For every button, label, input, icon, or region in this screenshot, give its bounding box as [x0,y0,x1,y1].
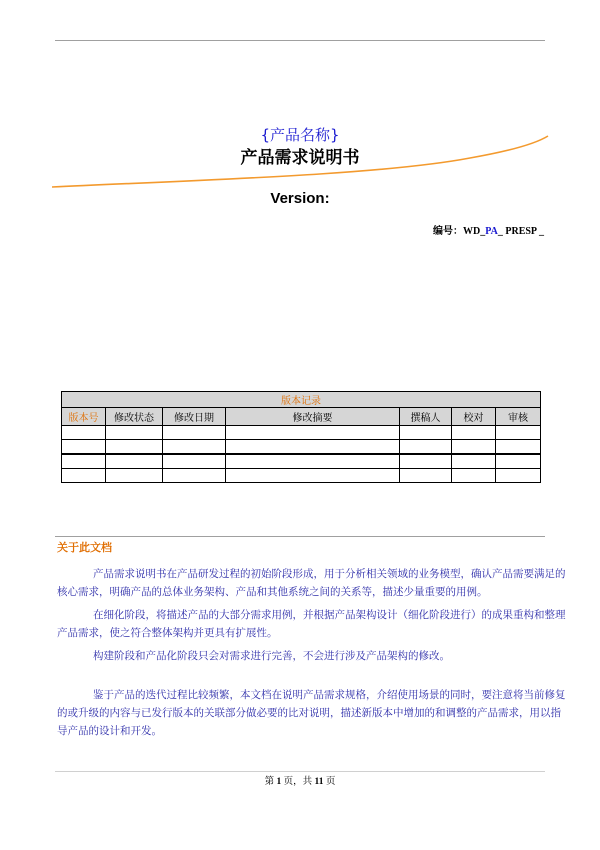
table-cell [496,454,541,469]
table-cell [400,426,452,440]
table-cell [496,469,541,483]
document-number-highlight: PA [485,226,498,237]
table-row [62,469,541,483]
table-cell [62,440,106,455]
table-cell [106,469,163,483]
document-number [433,222,544,237]
decorative-swoosh [0,120,600,200]
document-number-suffix: _ PRESP _ [497,226,544,237]
document-number-prefix: WD_ [463,226,486,237]
about-paragraph: 产品需求说明书在产品研发过程的初始阶段形成，用于分析相关领域的业务模型，确认产品需要满足的核心需求，明确产品的总体业务架构、产品和其他系统之间的关系等，描述少量重要的用例。 [57,568,566,598]
table-caption: 版本记录 [62,392,541,408]
column-header: 修改状态 [106,408,163,426]
table-cell [226,454,400,469]
version-label: Version: [270,190,330,207]
table-cell [400,440,452,455]
column-header: 校对 [452,408,496,426]
about-paragraph: 在细化阶段，将描述产品的大部分需求用例，并根据产品架构设计（细化阶段进行）的成果重构和整理产品需求，使之符合整体架构并更具有扩展性。 [57,609,566,639]
table-cell [226,440,400,455]
table-cell [62,469,106,483]
table-cell [452,469,496,483]
footer-prefix: 第 [264,777,275,787]
table-cell [106,426,163,440]
table-cell [452,426,496,440]
table-cell [163,454,226,469]
table-cell [226,426,400,440]
revision-history-table [61,391,541,483]
header-rule [55,40,545,41]
table-cell [106,440,163,455]
document-number-label: 编号： [433,226,464,237]
footer-suffix: 页 [325,777,336,787]
column-header: 修改摘要 [226,408,400,426]
section-rule [55,536,545,537]
table-cell [163,440,226,455]
table-cell [400,469,452,483]
table-row [62,440,541,455]
table-cell [163,469,226,483]
table-cell [452,454,496,469]
column-header: 版本号 [62,408,106,426]
footer-total-pages: 11 [314,777,324,787]
column-header: 审核 [496,408,541,426]
table-cell [163,426,226,440]
table-cell [452,440,496,455]
about-paragraph: 构建阶段和产品化阶段只会对需求进行完善，不会进行涉及产品架构的修改。 [93,650,450,662]
table-row [62,454,541,469]
table-cell [400,454,452,469]
table-cell [496,440,541,455]
table-cell [62,426,106,440]
document-title: 产品需求说明书 [240,148,360,168]
about-paragraph: 鉴于产品的迭代过程比较频繁，本文档在说明产品需求规格，介绍使用场景的同时，要注意将当前修复的或升级的内容与已发行版本的关联部分做必要的比对说明，描述新版本中增加的和调整的产品需求，用以指导产品的设计和开发。 [57,689,566,737]
footer-rule [55,771,545,772]
product-name: {产品名称} [260,126,340,144]
table-cell [226,469,400,483]
about-heading: 关于此文档 [57,541,112,554]
page-footer [0,773,600,787]
table-cell [496,426,541,440]
column-header: 修改日期 [163,408,226,426]
table-row [62,426,541,440]
table-cell [62,454,106,469]
footer-page-number: 1 [276,777,282,787]
table-cell [106,454,163,469]
column-header: 撰稿人 [400,408,452,426]
footer-middle: 页，共 [283,777,313,787]
